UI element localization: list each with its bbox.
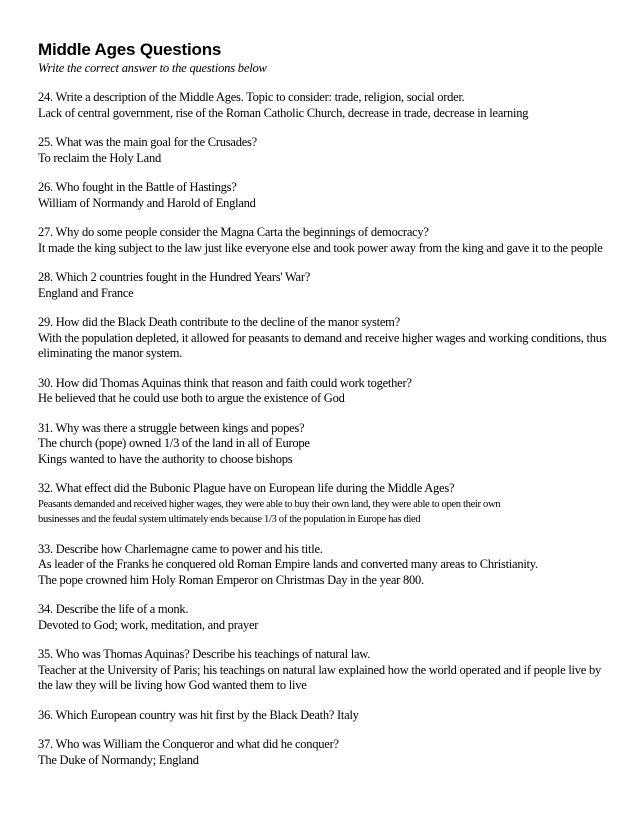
question-26 [38,180,608,211]
answer-text: The pope crowned him Holy Roman Emperor on Christmas Day in the year 800. [38,572,424,587]
question-text: 24. Write a description of the Middle Ages. Topic to consider: trade, religion, social order. [38,90,465,104]
question-text: 33. Describe how Charlemagne came to power and his title. [38,541,323,556]
answer-text: With the population depleted, it allowed for peasants to demand and receive higher wages and working conditions, thus eliminating the manor system. [38,330,607,360]
question-28 [38,270,608,301]
answer-text: It made the king subject to the law just like everyone else and took power away from the king and gave it to the people [38,240,603,255]
answer-text: He believed that he could use both to argue the existence of God [38,391,345,405]
question-29 [38,315,608,362]
page-subtitle: Write the correct answer to the questions below [38,61,267,75]
answer-text: Kings wanted to have the authority to choose bishops [38,451,293,466]
question-text: 29. How did the Black Death contribute to the decline of the manor system? [38,315,400,329]
question-text: 36. Which European country was hit first by the Black Death? Italy [38,707,359,722]
question-text: 28. Which 2 countries fought in the Hundred Years' War? [38,270,311,284]
answer-text: The Duke of Normandy; England [38,752,199,767]
question-34 [38,602,608,633]
question-24 [38,90,608,121]
answer-text: To reclaim the Holy Land [38,150,161,165]
question-30 [38,376,608,407]
question-35 [38,647,608,694]
question-text: 34. Describe the life of a monk. [38,602,189,616]
question-36 [38,708,608,724]
answer-text: businesses and the feudal system ultimately ends because 1/3 of the population in Europe has died [38,514,421,525]
answer-text: Lack of central government, rise of the Roman Catholic Church, decrease in trade, decrease in learning [38,105,529,120]
question-text: 37. Who was William the Conqueror and what did he conquer? [38,737,339,751]
answer-text: Teacher at the University of Paris; his teachings on natural law explained how the world operated and if people live by the law they will be living how God wanted them to live [38,662,601,692]
answer-text: The church (pope) owned 1/3 of the land in all of Europe [38,436,310,450]
answer-text: England and France [38,285,134,300]
question-text: 32. What effect did the Bubonic Plague have on European life during the Middle Ages? [38,481,455,495]
question-text: 27. Why do some people consider the Magna Carta the beginnings of democracy? [38,225,429,239]
answer-text: As leader of the Franks he conquered old Roman Empire lands and converted many areas to Christianity. [38,557,538,571]
question-text: 26. Who fought in the Battle of Hastings? [38,180,237,194]
question-text: 25. What was the main goal for the Crusades? [38,135,257,149]
question-31 [38,421,608,468]
page-title: Middle Ages Questions [38,40,222,59]
question-25 [38,135,608,166]
answer-text: Devoted to God; work, meditation, and prayer [38,617,259,632]
question-text: 30. How did Thomas Aquinas think that reason and faith could work together? [38,375,412,390]
worksheet-page [38,40,608,782]
question-33 [38,542,608,589]
question-32 [38,481,608,528]
question-text: 31. Why was there a struggle between kings and popes? [38,420,305,435]
question-text: 35. Who was Thomas Aquinas? Describe his teachings of natural law. [38,647,371,661]
answer-text: William of Normandy and Harold of England [38,195,256,210]
question-37 [38,737,608,768]
question-27 [38,225,608,256]
answer-text: Peasants demanded and received higher wages, they were able to buy their own land, they were able to open their own [38,498,501,510]
